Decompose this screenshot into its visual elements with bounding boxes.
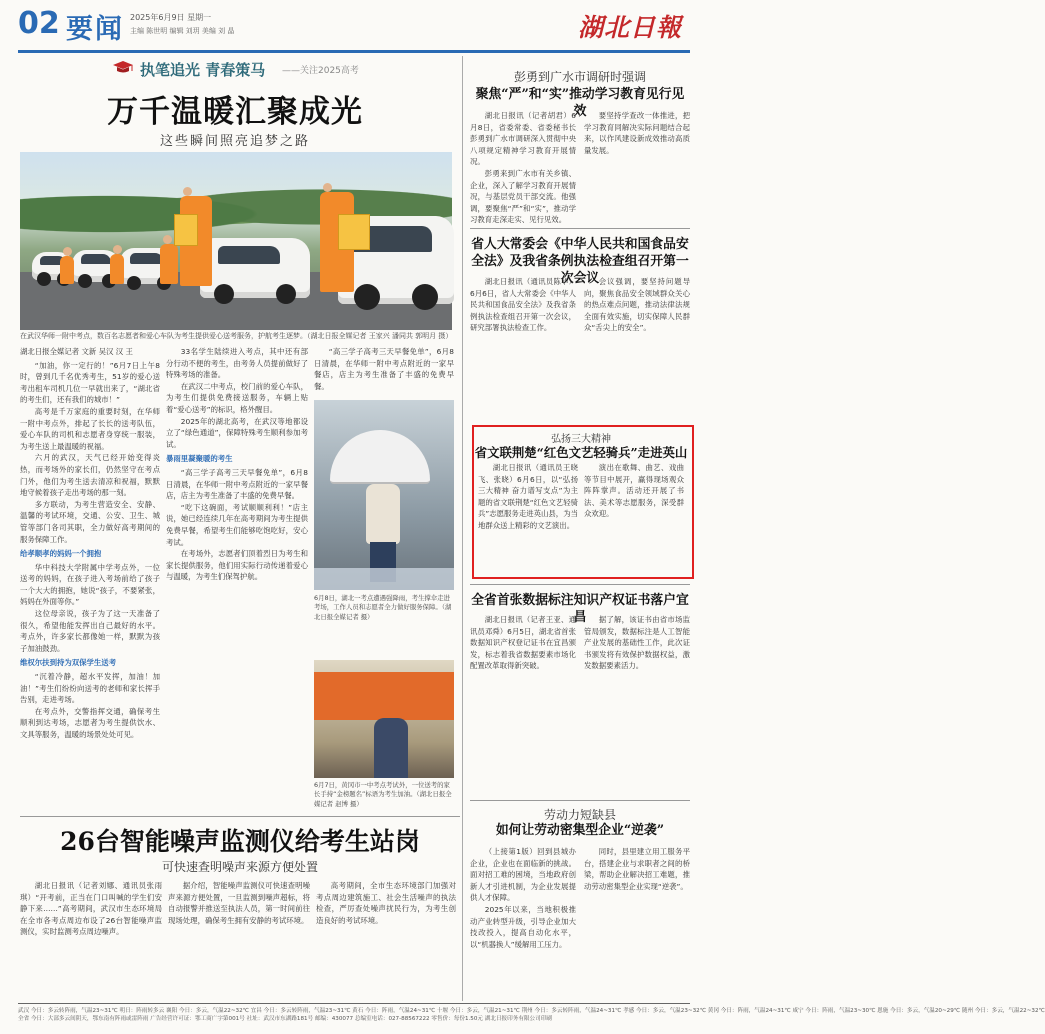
story4-column-b bbox=[584, 614, 690, 796]
body-paragraph: 湖北日报讯（通讯员王晓飞、张晓）6月6日，以“弘扬三大精神 奋力谱写支点”为主题的省文联荆楚“红色文艺轻骑兵”志愿服务走进英山县，为当地群众送上精彩的文艺演出。 bbox=[478, 463, 578, 530]
photo-car bbox=[200, 238, 310, 298]
byline: 湖北日报全媒记者 文新 吴汉 汉 王 bbox=[20, 347, 133, 356]
footer-line-2: 全省 今日：大部多云间阴天，鄂东南有阵雨或雷阵雨 广告经营许可证：鄂工商广字第001号 社址：武汉市东湖路181号 邮编：430077 总编室电话：027-88567222 零售价：每份1.50元 湖北日报印务有限公司印刷 bbox=[18, 1016, 552, 1023]
body-paragraph: 这位母亲说，孩子为了这一天准备了很久，希望他能发挥出自己最好的水平。考点外，许多家长都像她一样，默默为孩子加油鼓劲。 bbox=[20, 609, 160, 653]
photo-sign-board bbox=[338, 214, 370, 250]
story2-headline: 省人大常委会《中华人民共和国食品安全法》及我省条例执法检查组召开第一次会议 bbox=[471, 237, 689, 286]
story1-kicker: 彭勇到广水市调研时强调 bbox=[513, 70, 646, 84]
story1-column-b bbox=[584, 110, 690, 222]
footer-line-1: 武汉 今日：多云转阵雨，气温23~31℃ 明日：阵雨转多云 襄阳 今日：多云，气温22~32℃ 宜昌 今日：多云转阵雨，气温23~31℃ 黄石 今日：阵雨，气温24~31℃ 十堰 今日：多云，气温21~31℃ 荆州 今日：多云转阵雨，气温24~31℃ 孝感 今日：多云，气温23~32℃ 黄冈 今日：阵雨，气温24~31℃ 咸宁 今日：阵雨，气温23~30℃ 恩施 今日：多云，气温20~29℃ 随州 今日：多云，气温22~32℃ bbox=[18, 1008, 1045, 1014]
photo-volunteer bbox=[110, 254, 124, 284]
banner-shape bbox=[314, 672, 454, 720]
story3-headline: 省文联荆楚“红色文艺轻骑兵”走进英山 bbox=[474, 445, 688, 460]
story3-column-b bbox=[584, 462, 684, 570]
rain-photo bbox=[314, 400, 454, 590]
noise-column-c bbox=[316, 880, 456, 998]
body-paragraph: “高三学子高考三天早餐免单”，6月8日清晨，在华师一附中考点附近的一家早餐店，店主为考生准备了丰盛的免费早餐。 bbox=[314, 347, 454, 391]
student-shape bbox=[366, 484, 400, 544]
story4-headline: 全省首张数据标注知识产权证书落户宜昌 bbox=[471, 593, 689, 625]
noise-column-b bbox=[168, 880, 310, 998]
story5-column-a bbox=[470, 846, 576, 998]
body-paragraph: 要坚持学查改一体推进，把学习教育同解决实际问题结合起来，以作风建设新成效推动高质量发展。 bbox=[584, 111, 690, 155]
body-paragraph: 湖北日报讯（记者胡君）6月8日，省委常委、省委秘书长彭勇到广水市调研深入贯彻中央八项规定精神学习教育开展情况。 bbox=[470, 111, 576, 167]
body-paragraph: （上接第1版）回到县城办企业，企业也在面临新的挑战。面对招工难的困境，当地政府创新人才引进机制，为企业发展提供人才保障。 bbox=[470, 847, 576, 903]
story-column-c bbox=[314, 346, 454, 396]
noise-headline: 26台智能噪声监测仪给考生站岗 bbox=[60, 827, 420, 856]
story5-column-b bbox=[584, 846, 690, 998]
body-paragraph: 高考是千万家庭的重要时刻，在华师一附中考点外，排起了长长的送考队伍，爱心车队的司机和志愿者身穿统一服装，为考生送上最温暖的祝福。 bbox=[20, 406, 160, 451]
body-paragraph: 演出在歌舞、曲艺、戏曲等节目中展开，赢得现场观众阵阵掌声。活动还开展了书法、美术等志愿服务，深受群众欢迎。 bbox=[584, 463, 684, 519]
story1-column-a bbox=[470, 110, 576, 225]
body-paragraph: 彭勇来到广水市有关乡镇、企业，深入了解学习教育开展情况，与基层党员干部交流。他强调，要聚焦“严”和“实”，推动学习教育走深走实、见行见效。 bbox=[470, 168, 576, 225]
story3-column-a bbox=[478, 462, 578, 570]
story-divider bbox=[470, 228, 690, 229]
main-photo-caption: 在武汉华师一附中考点，数百名志愿者和爱心车队为考生提供爱心送考服务，护航考生逐梦。（湖北日报全媒记者 王家兴 潘同共 郭明月 摄） bbox=[20, 332, 453, 340]
main-headline: 万千温暖汇聚成光 bbox=[107, 94, 363, 130]
story-kicker bbox=[112, 58, 362, 80]
umbrella-shape bbox=[330, 430, 430, 484]
story-column-b bbox=[166, 346, 308, 812]
body-paragraph: 湖北日报讯（记者刘娜、通讯员张雨琪）“开考前，正当在门口叫喊的学生们安静下来……”高考期间，武汉市生态环境局在全市各考点周边布设了26台智能噪声监测仪，实时监测考点周边噪声。 bbox=[20, 881, 162, 937]
body-paragraph: “沉着冷静，超水平发挥，加油！加油！”考生们纷纷向送考的老师和家长挥手告别，走进考场。 bbox=[20, 672, 160, 705]
graduation-cap-icon bbox=[112, 60, 134, 76]
story5-kicker: 劳动力短缺县 bbox=[543, 808, 616, 822]
body-paragraph: 33名学生陆续进入考点，其中还有部分行动不便的考生，由考务人员提前做好了特殊考场的准备。 bbox=[166, 347, 308, 380]
section-name: 要闻 bbox=[66, 14, 124, 45]
noise-column-a bbox=[20, 880, 162, 998]
story4-column-a bbox=[470, 614, 576, 796]
story2-column-b bbox=[584, 276, 690, 416]
body-paragraph: “吃下这碗面，考试顺顺利利！”店主说，她已经连续几年在高考期间为考生提供免费早餐，希望考生们能够吃饱吃好，安心考试。 bbox=[166, 502, 308, 547]
date-line: 2025年6月9日 星期一 bbox=[130, 13, 212, 22]
body-paragraph: 据介绍，智能噪声监测仪可快速查明噪声来源方便处置，一旦监测到噪声超标，将自动报警并推送至执法人员，第一时间前往现场处理，确保考生拥有安静的考试环境。 bbox=[168, 881, 310, 925]
kicker-subtext: ——关注2025高考 bbox=[282, 66, 359, 76]
body-paragraph: “加油，你一定行的！”6月7日上午8时，曾到几千名优秀考生，51岁的爱心送考出租车司机几位一早就出来了，“湖北省的考生们，还有我们的城市！” bbox=[20, 360, 160, 405]
body-paragraph: 2025年的湖北高考，在武汉等地都设立了“绿色通道”，保障特殊考生顺利参加考试。 bbox=[166, 416, 308, 449]
body-paragraph: 在考点外，交警指挥交通，确保考生顺利到达考场，志愿者为考生提供饮水、文具等服务，温暖的场景处处可见。 bbox=[20, 706, 160, 739]
story-divider bbox=[470, 800, 690, 801]
body-paragraph: 湖北日报讯（记者王亚、通讯员邓舜）6月5日，湖北省首张数据知识产权登记证书在宜昌颁发，标志着我省数据要素市场化配置改革取得新突破。 bbox=[470, 615, 576, 671]
banner-photo-caption: 6月7日，黄冈市一中考点考试外，一位送考的家长手持“金榜题名”标语为考生加油。（湖北日报全媒记者 赵博 摄） bbox=[314, 781, 452, 808]
story2-column-a bbox=[470, 276, 576, 416]
banner-photo bbox=[314, 660, 454, 778]
paper-logo: 湖北日報 bbox=[577, 13, 682, 42]
page-number: 02 bbox=[18, 6, 60, 41]
body-paragraph: “高三学子高考三天早餐免单”，6月8日清晨，在华师一附中考点附近的一家早餐店，店主为考生准备了丰盛的免费早餐。 bbox=[166, 467, 308, 501]
body-paragraph: 六月的武汉，天气已经开始变得炎热，而考场外的家长们，仍然坚守在考点门外，他们为考生送去清凉和祝福，默默地守候着孩子走出考场的那一刻。 bbox=[20, 453, 160, 498]
body-paragraph: 据了解，该证书由省市场监管局颁发，数据标注是人工智能产业发展的基础性工作，此次证书颁发将有效保护数据权益，激发数据要素活力。 bbox=[584, 615, 690, 671]
story-divider bbox=[20, 816, 460, 817]
story3-kicker: 弘扬三大精神 bbox=[551, 434, 611, 445]
main-subhead: 这些瞬间照亮追梦之路 bbox=[159, 134, 310, 149]
body-paragraph: 同时，县里建立用工服务平台，搭建企业与求职者之间的桥梁，帮助企业解决招工难题，推动劳动密集型企业实现“逆袭”。 bbox=[584, 847, 690, 891]
story1-headline: 聚焦“严”和“实”推动学习教育见行见效 bbox=[475, 87, 685, 119]
masthead bbox=[18, 6, 690, 48]
inline-subhead: 给孝顺孝的妈妈一个拥抱 bbox=[20, 549, 102, 559]
inline-subhead: 暴雨里凝聚暖的考生 bbox=[166, 454, 233, 464]
story5-headline: 如何让劳动密集型企业“逆袭” bbox=[495, 823, 665, 838]
footer-rule bbox=[18, 1003, 690, 1004]
body-paragraph: 在武汉二中考点，校门前的爱心车队，为考生们提供免费接送服务，车辆上贴着“爱心送考”的标识，格外醒目。 bbox=[166, 381, 308, 414]
water-shape bbox=[314, 568, 454, 590]
photo-volunteer bbox=[60, 256, 74, 284]
column-divider bbox=[462, 56, 463, 1001]
inline-subhead: 维权尔扶到持为双保学生送考 bbox=[20, 658, 117, 668]
noise-subhead: 可快速查明噪声来源方便处置 bbox=[161, 860, 318, 874]
kicker-text: 执笔追光 青春策马 bbox=[140, 61, 266, 79]
editor-line: 主编 陈世明 编辑 刘玥 美编 刘 晶 bbox=[130, 27, 235, 35]
parent-shape bbox=[374, 718, 408, 778]
body-paragraph: 在考场外，志愿者们顶着烈日为考生和家长提供服务，他们用实际行动传递着爱心与温暖，为考生们保驾护航。 bbox=[166, 549, 308, 582]
main-photo bbox=[20, 152, 452, 330]
photo-sign-board bbox=[174, 214, 198, 246]
body-paragraph: 会议强调，要坚持问题导向，聚焦食品安全领域群众关心的热点难点问题，推动法律法规全面有效实施，切实保障人民群众“舌尖上的安全”。 bbox=[584, 277, 690, 333]
photo-volunteer bbox=[160, 244, 178, 284]
rain-photo-caption: 6月8日，湖北一考点遭遇强降雨，考生撑伞走进考场，工作人员和志愿者全力做好服务保障。（湖北日报全媒记者 摄） bbox=[314, 594, 452, 621]
story-divider bbox=[470, 584, 690, 585]
weather-footer bbox=[18, 1007, 1045, 1024]
body-paragraph: 2025年以来，当地积极推动产业转型升级，引导企业加大技改投入，提高自动化水平，以“机器换人”缓解用工压力。 bbox=[470, 904, 576, 949]
story-column-a bbox=[20, 346, 160, 812]
body-paragraph: 多方联动，为考生营造安全、安静、温馨的考试环境，交通、公安、卫生、城管等部门各司其职，全力做好高考期间的服务保障工作。 bbox=[20, 499, 160, 544]
body-paragraph: 华中科技大学附属中学考点外，一位送考的妈妈，在孩子进入考场前给了孩子一个大大的拥抱，她说“孩子，不要紧张，妈妈在外面等你。” bbox=[20, 562, 160, 607]
masthead-rule bbox=[18, 50, 690, 53]
body-paragraph: 湖北日报讯（通讯员陈华）6月6日，省人大常委会《中华人民共和国食品安全法》及我省条例执法检查组召开第一次会议，研究部署执法检查工作。 bbox=[470, 277, 576, 333]
body-paragraph: 高考期间，全市生态环境部门加强对考点周边建筑施工、社会生活噪声的执法检查，严厉查处噪声扰民行为，为考生创造良好的考试环境。 bbox=[316, 881, 456, 925]
